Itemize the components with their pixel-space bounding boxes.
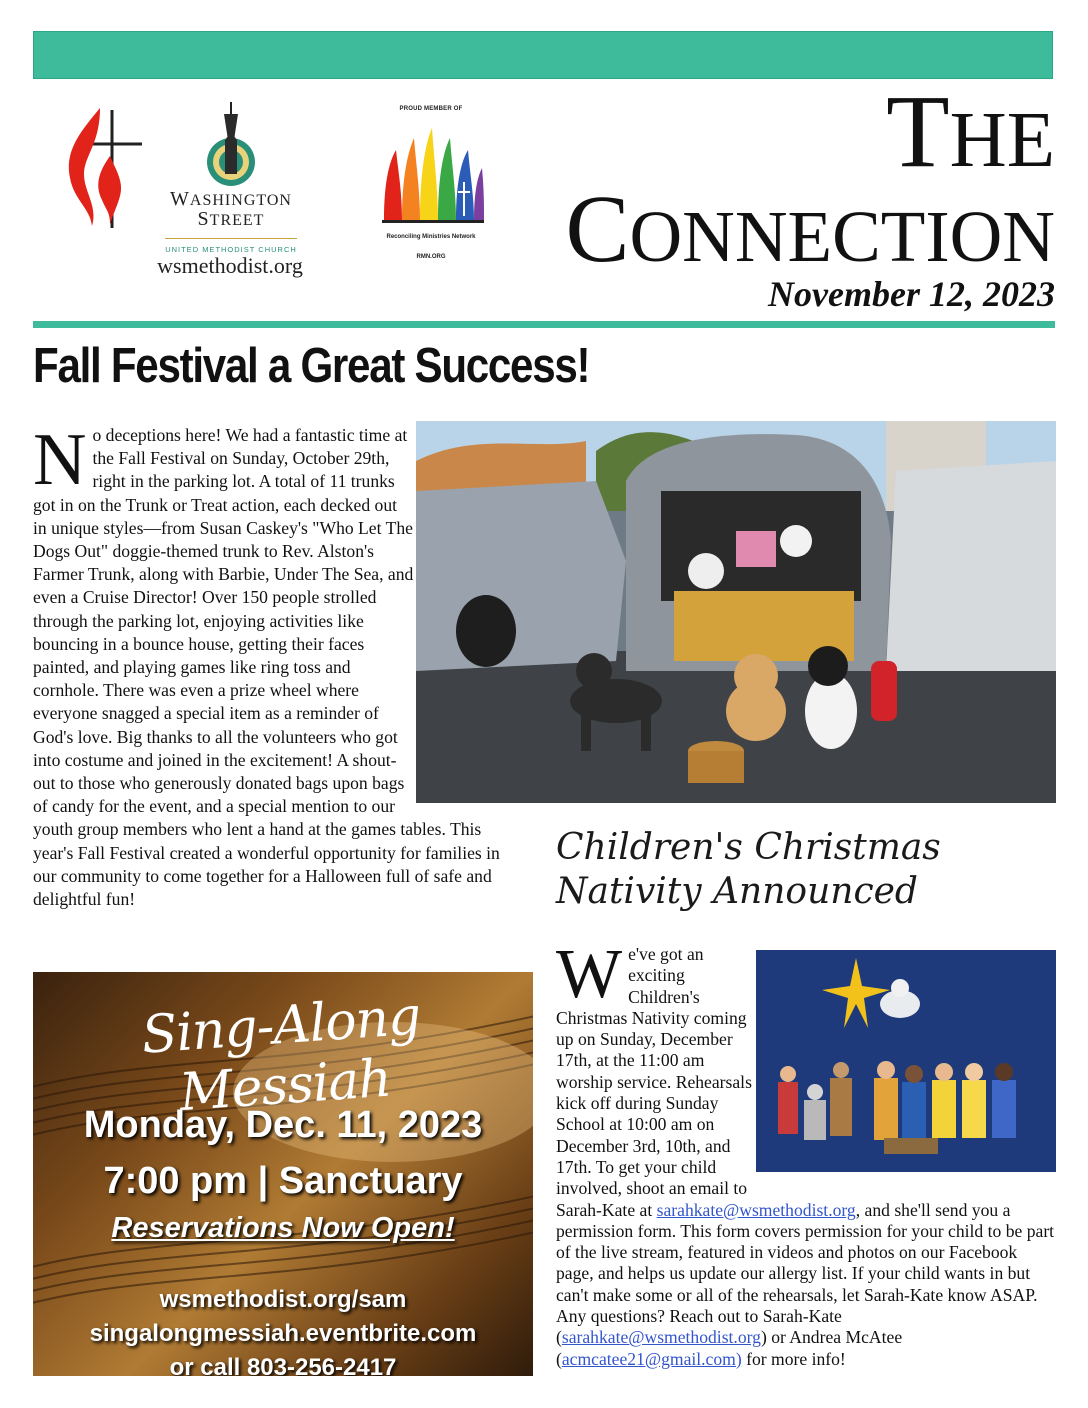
sarahkate-email-link-2[interactable]: sarahkate@wsmethodist.org: [561, 1327, 761, 1348]
rmn-proud-member: PROUD MEMBER OF: [399, 106, 463, 112]
sam-time: 7:00 pm | Sanctuary: [103, 1160, 463, 1202]
trunk-or-treat-photo: [416, 421, 1056, 803]
andrea-email-link[interactable]: acmcatee21@gmail.com): [561, 1348, 742, 1369]
site-url[interactable]: wsmethodist.org: [157, 253, 303, 278]
church-subtitle: UNITED METHODIST CHURCH: [165, 238, 297, 254]
rainbow-flame-icon: [376, 120, 486, 232]
umc-cross-flame-logo: [62, 100, 144, 230]
dropcap-n: N: [33, 419, 87, 501]
masthead-title: THE CONNECTION: [565, 74, 1055, 282]
sam-url-2[interactable]: singalongmessiah.eventbrite.com: [89, 1320, 477, 1347]
washington-street-logo: [150, 100, 312, 254]
nativity-illustration: [756, 950, 1056, 1172]
church-name: WASHINGTON STREET: [170, 188, 292, 230]
steeple-icon: [198, 100, 264, 190]
header-divider: [33, 321, 1055, 328]
fall-festival-body: o deceptions here! We had a fantastic time at the Fall Festival on Sunday, October 29th, right in the parking lot. A total of 11 trunks got in on the Trunk or Treat action, each decked out in unique styles—from Susan Caskey's "Who Let The Dogs Out" doggie-themed trunk to Rev. Alston's Farmer Trunk, along with Barbie, Under The Sea, and even a Cruise Director! Over 150 people strolled through the parking lot, enjoying activities like bouncing in a bounce house, getting their faces painted, and playing games like ring toss and cornhole. There was even a prize wheel where everyone snagged a special item as a reminder of God's love. Big thanks to all the volunteers who got into costume and joined in the excitement! A shout-out to those who generously donated bags upon bags of candy for the event, and a special mention to our youth group members who lent a hand at the games tables. This year's Fall Festival created a wonderful opportunity for families in our community to come together for a Halloween full of safe and delightful fun!: [33, 425, 500, 910]
nativity-article: W e've got an exciting Children's Christmas Nativity coming up on Sunday, December 17th, at the 11:00 am worship service. Rehearsals kick off during Sunday School at 10:00 am on December 3rd, 10th, and 17th. To get your child involved, shoot an email to Sarah-Kate at sarahkate@wsmethodist.org, and she'll send you a permission form. This form covers permission for your child to be part of the live stream, featured in videos and photos on our Facebook page, and helps us update our allergy list. If your child wants in but can't make some or all of the rehearsals, let Sarah-Kate know ASAP. Any questions? Reach out to Sarah-Kate (sarahkate@wsmethodist.org) or Andrea McAtee (acmcatee21@gmail.com) for more info!: [556, 936, 1055, 1369]
sam-date: Monday, Dec. 11, 2023: [83, 1104, 483, 1146]
sing-along-messiah-ad[interactable]: [33, 972, 533, 1376]
sarahkate-email-link[interactable]: sarahkate@wsmethodist.org: [656, 1199, 856, 1220]
sam-url-1[interactable]: wsmethodist.org/sam: [159, 1286, 407, 1313]
rmn-logo: [372, 106, 490, 266]
fall-festival-headline: Fall Festival a Great Success!: [33, 339, 590, 393]
sam-title: Sing-Along Messiah: [139, 986, 423, 1124]
rmn-org: RMN.ORG: [416, 254, 446, 260]
issue-date: November 12, 2023: [768, 274, 1055, 314]
sam-phone: or call 803-256-2417: [169, 1354, 397, 1376]
rmn-name: Reconciling Ministries Network: [386, 234, 476, 240]
sam-reservations[interactable]: Reservations Now Open!: [111, 1212, 455, 1244]
nativity-headline: Children's Christmas Nativity Announced: [556, 827, 941, 912]
dropcap-w: W: [556, 936, 623, 1013]
top-accent-bar: [33, 31, 1053, 79]
